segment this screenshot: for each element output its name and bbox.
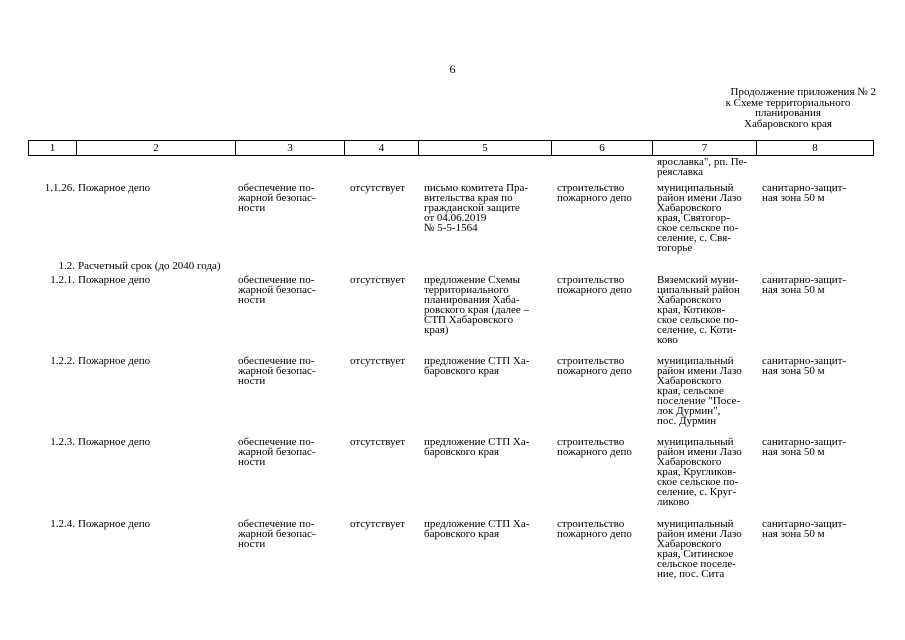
row-number: 1.1.26. — [44, 182, 75, 194]
column-header-5: 5 — [419, 141, 552, 156]
planned-action: строительство пожарного депо — [557, 355, 632, 377]
appendix-line-1: Продолжение приложения № 2 — [730, 86, 876, 98]
object-location: муниципальный район имени Лазо Хабаровского края, сельское поселение "Посе- лок Дурмин", пос. Дурмин — [657, 355, 742, 427]
restriction-zone: санитарно-защит- ная зона 50 м — [762, 182, 847, 204]
appendix-line-2: к Схеме территориального — [725, 96, 851, 109]
column-header-2: 2 — [77, 141, 236, 156]
object-status: отсутствует — [350, 436, 406, 448]
object-purpose: обеспечение по- жарной безопас- ности — [238, 355, 316, 387]
object-purpose: обеспечение по- жарной безопас- ности — [238, 436, 316, 468]
row-number: 1.2.2. — [50, 355, 75, 367]
object-status: отсутствует — [350, 182, 406, 194]
object-name: Пожарное депо — [78, 274, 151, 286]
object-purpose: обеспечение по- жарной безопас- ности — [238, 182, 316, 214]
object-basis: предложение СТП Ха- баровского края — [424, 518, 530, 540]
object-name: Пожарное депо — [78, 355, 151, 367]
column-header-1: 1 — [29, 141, 77, 156]
planned-action: строительство пожарного депо — [557, 436, 632, 458]
column-header-4: 4 — [345, 141, 419, 156]
planned-action: строительство пожарного депо — [557, 182, 632, 204]
column-header-7: 7 — [653, 141, 757, 156]
object-location: муниципальный район имени Лазо Хабаровского края, Ситинское сельское поселе- ние, пос. Сита — [657, 518, 742, 580]
row-number: 1.2.4. — [50, 518, 75, 530]
column-header-8: 8 — [757, 141, 874, 156]
object-purpose: обеспечение по- жарной безопас- ности — [238, 274, 316, 306]
object-name: Пожарное депо — [78, 182, 151, 194]
object-name: Пожарное депо — [78, 518, 151, 530]
column-number-header — [28, 140, 874, 156]
row-number: 1.2.1. — [50, 274, 75, 286]
object-basis: предложение Схемы территориального планирования Хаба- ровского края (далее – СТП Хабаровского края) — [424, 274, 530, 336]
planned-action: строительство пожарного депо — [557, 518, 632, 540]
row-number: 1.2.3. — [50, 436, 75, 448]
restriction-zone: санитарно-защит- ная зона 50 м — [762, 274, 847, 296]
appendix-line-3: планирования — [755, 107, 821, 119]
section-title: Расчетный срок (до 2040 года) — [78, 260, 221, 272]
object-status: отсутствует — [350, 355, 406, 367]
page-number: 6 — [449, 62, 456, 76]
object-basis: предложение СТП Ха- баровского края — [424, 355, 530, 377]
object-status: отсутствует — [350, 518, 406, 530]
restriction-zone: санитарно-защит- ная зона 50 м — [762, 436, 847, 458]
restriction-zone: санитарно-защит- ная зона 50 м — [762, 518, 847, 540]
object-basis: письмо комитета Пра- вительства края по гражданской защите от 04.06.2019 № 5-5-1564 — [424, 182, 529, 234]
column-header-6: 6 — [552, 141, 653, 156]
column-header-3: 3 — [236, 141, 345, 156]
object-status: отсутствует — [350, 274, 406, 286]
object-basis: предложение СТП Ха- баровского края — [424, 436, 530, 458]
object-purpose: обеспечение по- жарной безопас- ности — [238, 518, 316, 550]
object-location: Вяземский муни- ципальный район Хабаровского края, Котиков- ское сельское по- селение, с. Коти- ково — [657, 274, 740, 346]
appendix-header — [700, 87, 876, 129]
restriction-zone: санитарно-защит- ная зона 50 м — [762, 355, 847, 377]
object-location: муниципальный район имени Лазо Хабаровского края, Святогор- ское сельское по- селение, с. Свя- тогорье — [657, 182, 742, 254]
appendix-line-4: Хабаровского края — [744, 117, 832, 130]
planned-action: строительство пожарного депо — [557, 274, 632, 296]
continuation-location: ярославка", рп. Пе- реяславка — [657, 156, 748, 178]
section-number: 1.2. — [58, 260, 75, 272]
object-location: муниципальный район имени Лазо Хабаровского края, Кругликов- ское сельское по- селение, с. Круг- ликово — [657, 436, 742, 508]
object-name: Пожарное депо — [78, 436, 151, 448]
